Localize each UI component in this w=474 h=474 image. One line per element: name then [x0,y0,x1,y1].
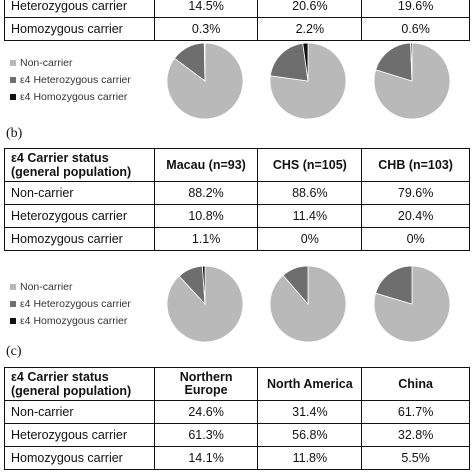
cell-value: 14.5% [154,0,258,18]
legend-label: ε4 Heterozygous carrier [20,297,131,310]
header-col: Macau (n=93) [154,149,258,182]
legend-label: Non-carrier [20,56,73,69]
cell-value: 0% [258,228,362,251]
legend-label: ε4 Homozygous carrier [20,314,128,327]
row-label: Non-carrier [5,182,155,205]
header-col: China [362,368,470,401]
cell-value: 61.7% [362,401,470,424]
cell-value: 5.5% [362,447,470,470]
table-header-row [5,149,470,182]
table-row [5,228,470,251]
cell-value: 24.6% [154,401,258,424]
cell-value: 1.1% [154,228,258,251]
cell-value: 11.8% [258,447,362,470]
row-label: Homozygous carrier [5,447,155,470]
cell-value: 0.3% [154,18,258,41]
cell-value: 31.4% [258,401,362,424]
table-row [5,182,470,205]
table-row [5,0,470,18]
row-label: Homozygous carrier [5,18,155,41]
pie-charts-a [0,38,474,128]
cell-value: 0% [362,228,470,251]
table-row [5,205,470,228]
row-label: Non-carrier [5,401,155,424]
cell-value: 79.6% [362,182,470,205]
legend-label: ε4 Heterozygous carrier [20,73,131,86]
table-b [4,148,470,251]
cell-value: 10.8% [154,205,258,228]
cell-value: 14.1% [154,447,258,470]
header-status: ε4 Carrier status (general population) [5,149,155,182]
table-a [4,0,470,41]
panel-label-b: (b) [6,126,23,141]
cell-value: 0.6% [362,18,470,41]
header-col: CHB (n=103) [362,149,470,182]
cell-value: 88.2% [154,182,258,205]
cell-value: 88.6% [258,182,362,205]
table-c [4,367,470,470]
cell-value: 56.8% [258,424,362,447]
cell-value: 32.8% [362,424,470,447]
header-col: North America [258,368,362,401]
legend-label: ε4 Homozygous carrier [20,90,128,103]
panel-label-c: (c) [6,344,22,359]
row-label: Heterozygous carrier [5,424,155,447]
legend-label: Non-carrier [20,280,73,293]
pie-slice-heterozygous [270,43,308,81]
row-label: Heterozygous carrier [5,205,155,228]
cell-value: 2.2% [258,18,362,41]
cell-value: 20.4% [362,205,470,228]
row-label: Homozygous carrier [5,228,155,251]
table-header-row [5,368,470,401]
table-row [5,401,470,424]
row-label: Heterozygous carrier [5,0,155,18]
table-row [5,424,470,447]
header-col: Northern Europe [154,368,258,401]
pie-charts-b [0,260,474,350]
cell-value: 61.3% [154,424,258,447]
cell-value: 19.6% [362,0,470,18]
header-status: ε4 Carrier status (general population) [5,368,155,401]
cell-value: 11.4% [258,205,362,228]
cell-value: 20.6% [258,0,362,18]
header-col: CHS (n=105) [258,149,362,182]
table-row [5,447,470,470]
